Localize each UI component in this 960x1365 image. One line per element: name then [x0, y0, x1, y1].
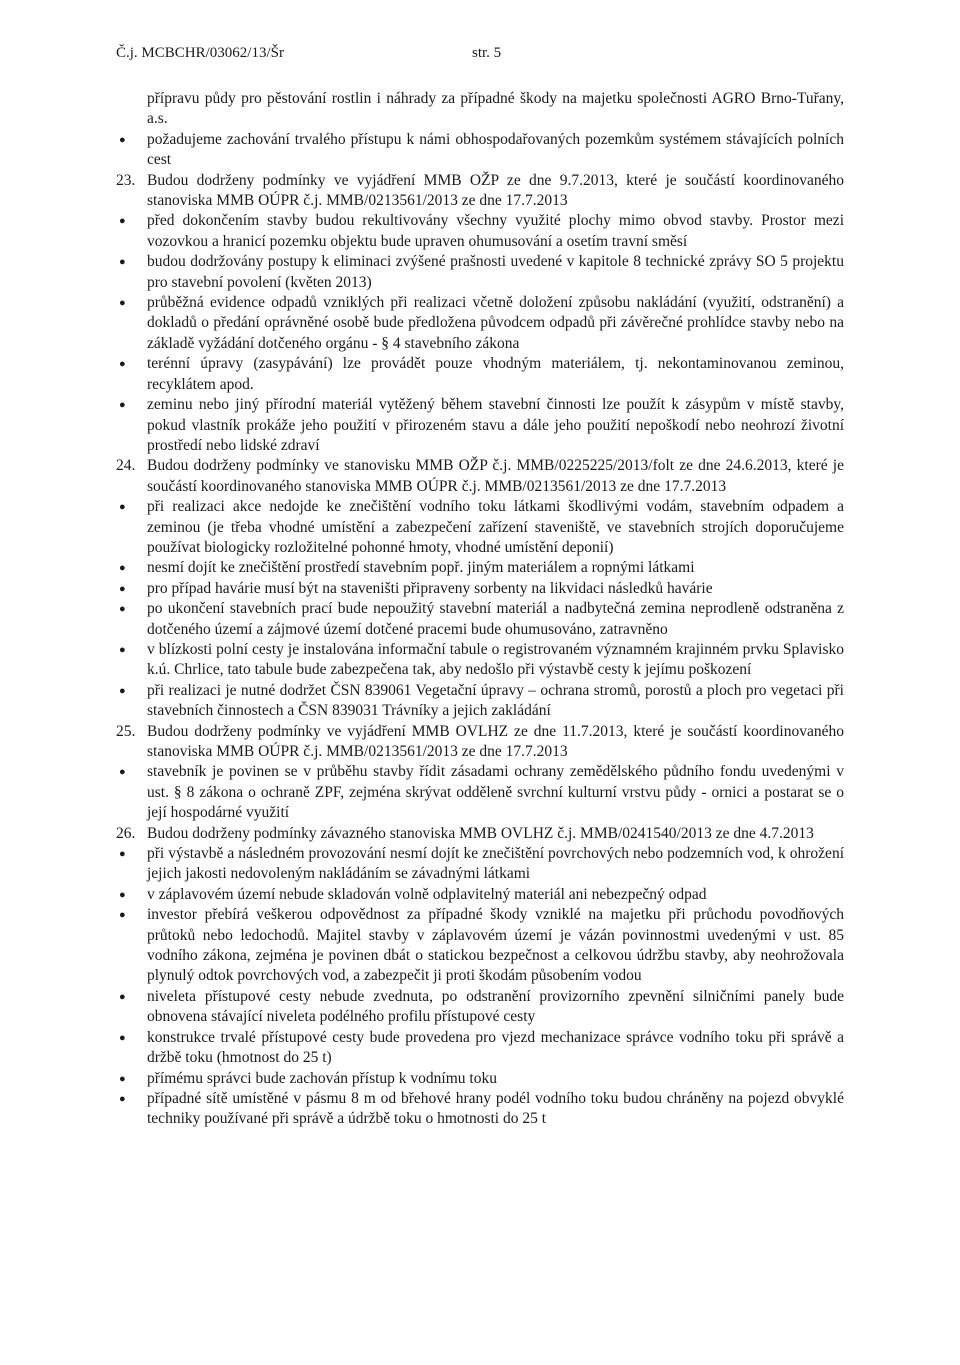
bullet-item	[116, 558, 844, 578]
bullet-item	[116, 497, 844, 558]
bullet-item	[116, 1089, 844, 1130]
bullet-item	[116, 293, 844, 354]
bullet-icon: ●	[119, 562, 126, 575]
bullet-icon: ●	[119, 603, 126, 616]
document-body	[116, 89, 844, 1130]
bullet-icon: ●	[119, 766, 126, 779]
item-text: niveleta přístupové cesty nebude zvednuta, po odstranění provizorního zpevnění silničními panely bude obnovena stávající niveleta podélného profilu přístupové cesty	[147, 987, 844, 1026]
bullet-icon: ●	[119, 133, 126, 146]
item-text: stavebník je povinen se v průběhu stavby řídit zásadami ochrany zemědělského půdního fondu uvedenými v ust. § 8 zákona o ochraně ZPF, zejména skrývat odděleně svrchní kulturní vrstvu půdy - ornici a postarat se o její hospodárné využití	[147, 763, 844, 822]
item-text: v záplavovém území nebude skladován volně odplavitelný materiál ani nebezpečný odpad	[147, 885, 707, 903]
numbered-condition	[116, 722, 844, 763]
item-text: průběžná evidence odpadů vzniklých při realizaci včetně doložení způsobu nakládání (využití, odstranění) a dokladů o předání oprávněné osobě bude předložena původcem odpadů při závěrečné prohlídce stavby nebo na základě vyžádání dotčeného orgánu - § 4 stavebního zákona	[147, 294, 844, 352]
item-text: při výstavbě a následném provozování nesmí dojít ke znečištění povrchových nebo podzemních vod, k ohrožení jejich jakosti nedovoleným nakládáním se závadnými látkami	[147, 845, 844, 883]
bullet-icon: ●	[119, 501, 126, 514]
continued-text	[116, 89, 844, 130]
bullet-icon: ●	[119, 1072, 126, 1085]
page-number: str. 5	[472, 45, 502, 61]
item-text: investor přebírá veškerou odpovědnost za případné škody vzniklé na majetku při průchodu povodňových průtoků nebo ledochodů. Majitel stavby v záplavovém území je vázán povinnostmi uvedenými v ust. 85 vodního zákona, zejména je povinen dbát o statickou bezpečnost a celkovou údržbu stavby, aby neohrožovala plynulý odtok povrchových vod, a zabezpečit ji proti škodám působením vodou	[147, 906, 844, 985]
bullet-item	[116, 354, 844, 395]
bullet-item	[116, 130, 844, 171]
bullet-icon: ●	[119, 399, 126, 412]
item-text: zeminu nebo jiný přírodní materiál vytěžený během stavební činnosti lze použít k zásypům v místě stavby, pokud vlastník prokáže jeho použití v přirozeném stavu a dále jeho použití nepoškodí nebo neohrozí životní prostředí nebo lidské zdraví	[147, 396, 844, 454]
item-text: před dokončením stavby budou rekultivovány všechny využité plochy mimo obvod stavby. Prostor mezi vozovkou a hranicí pozemku objektu bude upraven ohumusování a osetím travní směsí	[147, 212, 844, 250]
bullet-item	[116, 211, 844, 252]
scan-artifact	[20, 48, 28, 106]
bullet-icon: ●	[119, 1031, 126, 1044]
bullet-icon: ●	[119, 909, 126, 922]
item-text: Budou dodrženy podmínky ve vyjádření MMB OVLHZ ze dne 11.7.2013, které je součástí koordinovaného stanoviska MMB OÚPR č.j. MMB/0213561/2013 ze dne 17.7.2013	[147, 722, 844, 760]
item-text: v blízkosti polní cesty je instalována informační tabule o registrovaném významném krajinném prvku Splavisko k.ú. Chrlice, tato tabule bude zabezpečena tak, aby nedošlo při výstavbě cesty k jejímu poškození	[147, 640, 844, 679]
bullet-icon: ●	[119, 848, 126, 861]
item-text: po ukončení stavebních prací bude nepoužitý stavební materiál a nadbytečná zemina neprodleně odstraněna z dotčeného území a zájmové území dotčené pracemi bude ohumusováno, zatravněno	[147, 600, 844, 638]
bullet-item	[116, 640, 844, 681]
bullet-icon: ●	[119, 1092, 126, 1105]
item-text: Budou dodrženy podmínky ve stanovisku MMB OŽP č.j. MMB/0225225/2013/folt ze dne 24.6.2013, které je součástí koordinovaného stanoviska MMB OÚPR č.j. MMB/0213561/2013 ze dne 17.7.2013	[147, 457, 844, 495]
bullet-item	[116, 762, 844, 823]
item-text: terénní úpravy (zasypávání) lze provádět pouze vhodným materiálem, tj. nekontaminovanou zeminou, recyklátem apod.	[147, 355, 844, 393]
bullet-item	[116, 252, 844, 293]
bullet-item	[116, 395, 844, 456]
bullet-item	[116, 987, 844, 1028]
bullet-icon: ●	[119, 684, 126, 697]
bullet-icon: ●	[119, 256, 126, 269]
item-text: při realizaci je nutné dodržet ČSN 839061 Vegetační úpravy – ochrana stromů, porostů a ploch pro vegetaci při stavebních činnostech a ČSN 839031 Trávníky a jejich zakládání	[147, 681, 844, 720]
bullet-icon: ●	[119, 358, 126, 371]
reference-number: Č.j. MCBCHR/03062/13/Šr	[116, 45, 284, 61]
item-text: přímému správci bude zachován přístup k vodnímu toku	[147, 1069, 497, 1087]
item-text: konstrukce trvalé přístupové cesty bude provedena pro vjezd mechanizace správce vodního toku při správě a držbě toku (hmotnost do 25 t)	[147, 1028, 844, 1067]
item-number: 24.	[116, 457, 136, 475]
bullet-icon: ●	[119, 215, 126, 228]
item-text: pro případ havárie musí být na staveništi připraveny sorbenty na likvidaci následků havárie	[147, 579, 713, 597]
numbered-condition	[116, 171, 844, 212]
bullet-icon: ●	[119, 990, 126, 1003]
item-number: 26.	[116, 824, 136, 842]
bullet-item	[116, 681, 844, 722]
bullet-item	[116, 1028, 844, 1069]
bullet-icon: ●	[119, 582, 126, 595]
item-text: požadujeme zachování trvalého přístupu k námi obhospodařovaných pozemkům systémem stávajících polních cest	[147, 130, 844, 169]
item-number: 23.	[116, 171, 136, 189]
bullet-item	[116, 885, 844, 905]
bullet-item	[116, 844, 844, 885]
bullet-icon: ●	[119, 643, 126, 656]
bullet-item	[116, 905, 844, 987]
item-text: nesmí dojít ke znečištění prostředí stavebním popř. jiným materiálem a ropnými látkami	[147, 559, 695, 577]
item-text: Budou dodrženy podmínky závazného stanoviska MMB OVLHZ č.j. MMB/0241540/2013 ze dne 4.7.2013	[147, 824, 814, 842]
item-text: Budou dodrženy podmínky ve vyjádření MMB OŽP ze dne 9.7.2013, které je součástí koordinovaného stanoviska MMB OÚPR č.j. MMB/0213561/2013 ze dne 17.7.2013	[147, 171, 844, 210]
item-number: 25.	[116, 722, 136, 740]
numbered-condition	[116, 824, 844, 844]
bullet-icon: ●	[119, 297, 126, 310]
numbered-condition	[116, 456, 844, 497]
item-text: přípravu půdy pro pěstování rostlin i náhrady za případné škody na majetku společnosti AGRO Brno-Tuřany, a.s.	[147, 90, 844, 128]
item-text: budou dodržovány postupy k eliminaci zvýšené prašnosti uvedené v kapitole 8 technické zprávy SO 5 projektu pro stavební povolení (květen 2013)	[147, 253, 844, 291]
bullet-icon: ●	[119, 888, 126, 901]
item-text: případné sítě umístěné v pásmu 8 m od břehové hrany podél vodního toku budou chráněny na pojezd obvyklé techniky používané při správě a údržbě toku o hmotnosti do 25 t	[147, 1089, 844, 1128]
bullet-item	[116, 579, 844, 599]
item-text: při realizaci akce nedojde ke znečištění vodního toku látkami škodlivými vodám, stavebním odpadem a zeminou (je třeba vhodné umístění a zabezpečení zařízení staveniště, ve stavebních strojích doporučujeme používat biologicky rozložitelné pohonné hmoty, vhodné umístění deponií)	[147, 498, 844, 556]
bullet-item	[116, 599, 844, 640]
bullet-item	[116, 1069, 844, 1089]
